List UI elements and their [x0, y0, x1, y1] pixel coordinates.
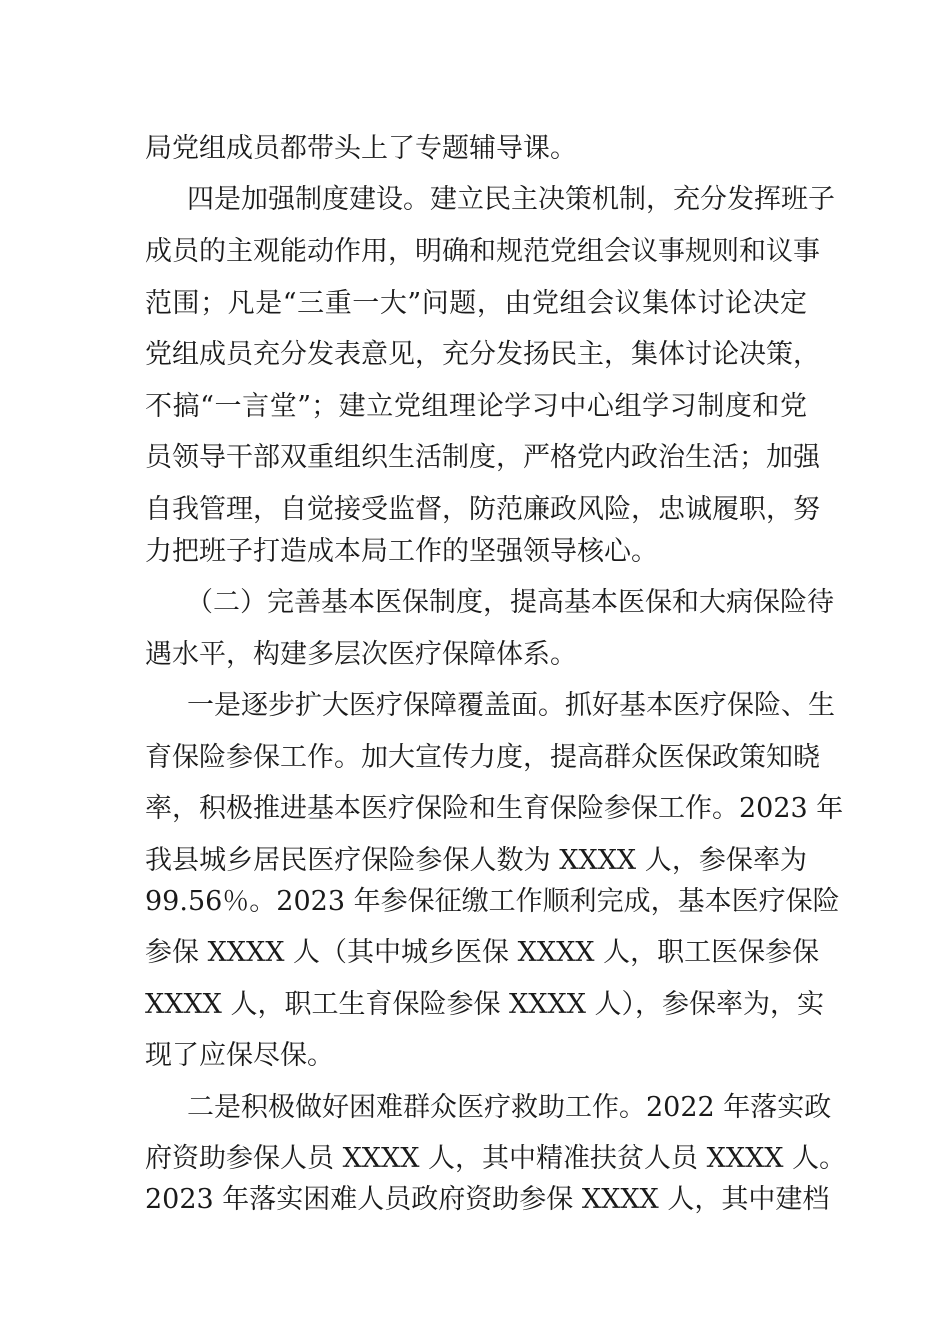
- body-text-line: 范围；凡是“三重一大”问题，由党组会议集体讨论决定: [145, 288, 807, 319]
- body-text-line: 成员的主观能动作用，明确和规范党组会议事规则和议事: [145, 236, 820, 267]
- body-text-line: 二是积极做好困难群众医疗救助工作。2022 年落实政: [187, 1092, 832, 1123]
- body-text-line: 现了应保尽保。: [145, 1040, 334, 1071]
- body-text-line: 一是逐步扩大医疗保障覆盖面。抓好基本医疗保险、生: [187, 690, 835, 721]
- body-text-line: 自我管理，自觉接受监督，防范廉政风险，忠诚履职，努: [145, 494, 820, 525]
- body-text-line: 参保 XXXX 人（其中城乡医保 XXXX 人，职工医保参保: [145, 937, 820, 968]
- body-text-line: 我县城乡居民医疗保险参保人数为 XXXX 人，参保率为: [145, 845, 807, 876]
- body-text-line: 局党组成员都带头上了专题辅导课。: [145, 133, 577, 164]
- body-text-line: XXXX 人，职工生育保险参保 XXXX 人），参保率为，实: [145, 989, 825, 1020]
- body-text-line: 2023 年落实困难人员政府资助参保 XXXX 人，其中建档: [145, 1184, 830, 1215]
- body-text-line: 育保险参保工作。加大宣传力度，提高群众医保政策知晓: [145, 742, 820, 773]
- body-text-line: 员领导干部双重组织生活制度，严格党内政治生活；加强: [145, 442, 820, 473]
- body-text-line: 不搞“一言堂”；建立党组理论学习中心组学习制度和党: [145, 391, 807, 422]
- section-heading-line: 遇水平，构建多层次医疗保障体系。: [145, 639, 577, 670]
- body-text-line: 99.56％。2023 年参保征缴工作顺利完成，基本医疗保险: [145, 886, 840, 917]
- body-text-line: 力把班子打造成本局工作的坚强领导核心。: [145, 536, 658, 567]
- body-text-line: 率，积极推进基本医疗保险和生育保险参保工作。2023 年: [145, 793, 844, 824]
- body-text-line: 府资助参保人员 XXXX 人，其中精准扶贫人员 XXXX 人。: [145, 1143, 847, 1174]
- body-text-line: 党组成员充分发表意见，充分发扬民主，集体讨论决策，: [145, 339, 820, 370]
- section-heading-line: （二）完善基本医保制度，提高基本医保和大病保险待: [186, 587, 834, 618]
- body-text-line: 四是加强制度建设。建立民主决策机制，充分发挥班子: [187, 184, 835, 215]
